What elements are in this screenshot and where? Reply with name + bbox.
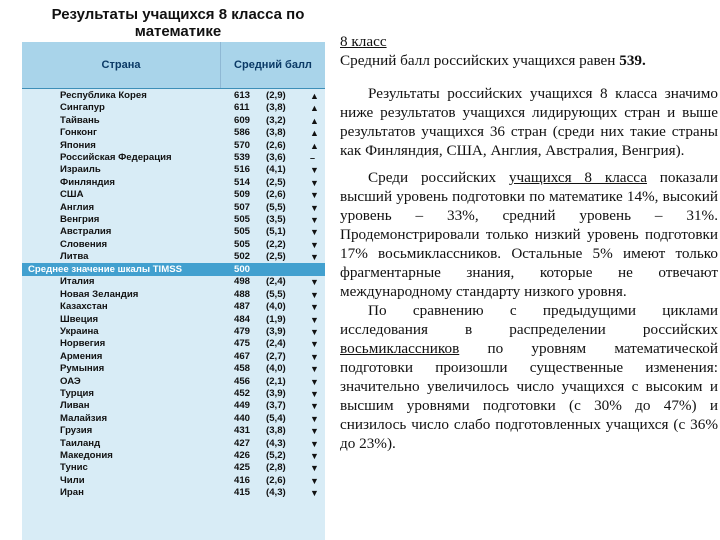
table-row — [22, 376, 325, 388]
score-cell: 484 — [234, 313, 251, 325]
trend-marker: ▲ — [310, 128, 319, 139]
se-cell: (2,2) — [266, 238, 286, 250]
se-cell: (3,6) — [266, 151, 286, 163]
trend-marker: ▼ — [310, 376, 319, 387]
table-row — [22, 462, 325, 474]
score-cell: 509 — [234, 189, 251, 201]
table-row — [22, 239, 325, 251]
country-cell: Армения — [60, 350, 103, 362]
table-row — [22, 276, 325, 288]
trend-marker: ▼ — [310, 327, 319, 338]
table-row — [22, 475, 325, 487]
table-row — [22, 326, 325, 338]
country-cell: Швеция — [60, 313, 99, 325]
paragraph-1: Результаты российских учащихся 8 класса значимо ниже результатов учащихся лидирующих стран и выше результатов учащихся 36 стран (среди них такие страны как Финляндия, США, Англия, Австралия, Венгрия). — [340, 85, 718, 159]
se-cell: (4,0) — [266, 363, 286, 375]
score-cell: 570 — [234, 139, 251, 151]
country-cell: Турция — [60, 387, 94, 399]
score-cell: 507 — [234, 201, 251, 213]
header-country: Страна — [22, 42, 221, 88]
score-cell: 505 — [234, 226, 251, 238]
table-title: Результаты учащихся 8 класса по математике — [51, 6, 305, 40]
country-cell: Грузия — [60, 425, 93, 437]
trend-marker: ▼ — [310, 450, 319, 461]
trend-marker: ▼ — [310, 252, 319, 263]
table-row — [22, 102, 325, 114]
score-cell: 449 — [234, 400, 251, 412]
country-cell: Румыния — [60, 363, 105, 375]
trend-marker: ▼ — [310, 190, 319, 201]
table-row — [22, 226, 325, 238]
trend-marker: ▼ — [310, 277, 319, 288]
table-row — [22, 177, 325, 189]
table-row — [22, 115, 325, 127]
se-cell: (5,5) — [266, 201, 286, 213]
score-cell: 514 — [234, 176, 251, 188]
country-cell: Украина — [60, 326, 99, 338]
se-cell: (4,0) — [266, 301, 286, 313]
country-cell: Гонконг — [60, 127, 97, 139]
se-cell: (2,8) — [266, 462, 286, 474]
score-cell: 425 — [234, 462, 251, 474]
score-cell: 431 — [234, 425, 251, 437]
trend-marker: ▼ — [310, 314, 319, 325]
country-cell: Литва — [60, 251, 89, 263]
trend-marker: ▲ — [310, 91, 319, 101]
se-cell: (3,9) — [266, 326, 286, 338]
trend-marker: ▲ — [310, 103, 319, 114]
trend-marker: – — [310, 152, 316, 163]
table-row — [22, 127, 325, 139]
table-row — [22, 90, 325, 102]
trend-marker: ▼ — [310, 351, 319, 362]
score-cell: 467 — [234, 350, 251, 362]
country-cell: Малайзия — [60, 412, 108, 424]
table-row — [22, 214, 325, 226]
score-cell: 516 — [234, 164, 251, 176]
trend-marker: ▼ — [310, 165, 319, 176]
country-cell: Тайвань — [60, 114, 100, 126]
score-cell: 498 — [234, 276, 251, 288]
table-row — [22, 314, 325, 326]
table-header — [22, 42, 325, 89]
se-cell: (3,5) — [266, 213, 286, 225]
country-cell: Тунис — [60, 462, 88, 474]
trend-marker: ▼ — [310, 214, 319, 225]
country-cell: Англия — [60, 201, 95, 213]
table-row — [22, 450, 325, 462]
table-row — [22, 301, 325, 313]
trend-marker: ▼ — [310, 302, 319, 313]
trend-marker: ▼ — [310, 488, 319, 499]
score-cell: 502 — [234, 251, 251, 263]
se-cell: (3,8) — [266, 425, 286, 437]
score-cell: 440 — [234, 412, 251, 424]
se-cell: (5,1) — [266, 226, 286, 238]
se-cell: (3,2) — [266, 114, 286, 126]
se-cell: (3,8) — [266, 102, 286, 114]
table-row — [22, 351, 325, 363]
table-row — [22, 338, 325, 350]
country-cell: Среднее значение шкалы TIMSS — [28, 264, 183, 276]
score-cell: 479 — [234, 326, 251, 338]
score-cell: 609 — [234, 114, 251, 126]
table-row — [22, 413, 325, 425]
se-cell: (5,2) — [266, 449, 286, 461]
se-cell: (5,5) — [266, 288, 286, 300]
score-cell: 505 — [234, 238, 251, 250]
score-cell: 427 — [234, 437, 251, 449]
se-cell: (2,4) — [266, 276, 286, 288]
table-body — [22, 90, 325, 500]
trend-marker: ▼ — [310, 177, 319, 188]
table-row — [22, 164, 325, 176]
trend-marker: ▲ — [310, 140, 319, 151]
paragraph-3: По сравнению с предыдущими циклами исследования в распределении российских восьмиклассников по уровням математической подготовки произошли существенные изменения: значительно увеличилось число учащихся с высоким и высшим уровнями подготовки (с 30% до 47%) и снизилось число слабо подготовленных учащихся (с 36% до 23%). — [340, 302, 718, 452]
score-cell: 456 — [234, 375, 251, 387]
trend-marker: ▼ — [310, 202, 319, 213]
trend-marker: ▼ — [310, 475, 319, 486]
score-cell: 613 — [234, 90, 251, 101]
trend-marker: ▼ — [310, 339, 319, 350]
results-table — [22, 42, 325, 540]
se-cell: (3,7) — [266, 400, 286, 412]
se-cell: (2,5) — [266, 251, 286, 263]
table-row — [22, 400, 325, 412]
text-panel — [340, 32, 718, 453]
se-cell: (2,5) — [266, 176, 286, 188]
se-cell: (4,1) — [266, 164, 286, 176]
trend-marker: ▲ — [310, 115, 319, 126]
score-cell: 416 — [234, 474, 251, 486]
country-cell: Ливан — [60, 400, 90, 412]
country-cell: Финляндия — [60, 176, 115, 188]
country-cell: Израиль — [60, 164, 101, 176]
country-cell: Таиланд — [60, 437, 101, 449]
country-cell: США — [60, 189, 84, 201]
country-cell: Республика Корея — [60, 90, 147, 101]
se-cell: (3,9) — [266, 387, 286, 399]
country-cell: Чили — [60, 474, 85, 486]
country-cell: Казахстан — [60, 301, 108, 313]
grade-heading: 8 класс — [340, 33, 387, 50]
se-cell: (1,9) — [266, 313, 286, 325]
trend-marker: ▼ — [310, 438, 319, 449]
score-cell: 611 — [234, 102, 250, 114]
se-cell: (4,3) — [266, 437, 286, 449]
average-line: Средний балл российских учащихся равен 539. — [340, 52, 646, 69]
table-row — [22, 202, 325, 214]
country-cell: Словения — [60, 238, 108, 250]
country-cell: Новая Зеландия — [60, 288, 139, 300]
se-cell: (3,8) — [266, 127, 286, 139]
score-cell: 458 — [234, 363, 251, 375]
country-cell: Российская Федерация — [60, 151, 172, 163]
table-row — [22, 438, 325, 450]
se-cell: (2,6) — [266, 474, 286, 486]
se-cell: (2,1) — [266, 375, 286, 387]
table-row — [22, 140, 325, 152]
country-cell: Венгрия — [60, 213, 100, 225]
se-cell: (5,4) — [266, 412, 286, 424]
timss-average-row — [22, 263, 325, 276]
country-cell: Македония — [60, 449, 113, 461]
table-row — [22, 251, 325, 263]
se-cell: (2,9) — [266, 90, 286, 101]
trend-marker: ▼ — [310, 364, 319, 375]
trend-marker: ▼ — [310, 289, 319, 300]
score-cell: 487 — [234, 301, 251, 313]
score-cell: 539 — [234, 151, 251, 163]
score-cell: 488 — [234, 288, 251, 300]
score-cell: 452 — [234, 387, 251, 399]
se-cell: (2,6) — [266, 139, 286, 151]
country-cell: Норвегия — [60, 338, 106, 350]
country-cell: ОАЭ — [60, 375, 81, 387]
trend-marker: ▼ — [310, 426, 319, 437]
score-cell: 426 — [234, 449, 251, 461]
table-row — [22, 363, 325, 375]
trend-marker: ▼ — [310, 239, 319, 250]
country-cell: Иран — [60, 487, 84, 499]
table-row — [22, 152, 325, 164]
se-cell: (2,6) — [266, 189, 286, 201]
trend-marker: ▼ — [310, 388, 319, 399]
table-row — [22, 189, 325, 201]
paragraph-2: Среди российских учащихся 8 класса показали высший уровень подготовки по математике 14%, высокий уровень – 33%, средний уровень – 31%. Продемонстрировали только низкий уровень подготовки 17% восьмиклассников. Остальные 5% имеют только фрагментарные знания, которые не отвечают международному стандарту низкого уровня. — [340, 169, 718, 300]
score-cell: 505 — [234, 213, 251, 225]
score-cell: 586 — [234, 127, 251, 139]
se-cell: (2,4) — [266, 338, 286, 350]
trend-marker: ▼ — [310, 413, 319, 424]
se-cell: (4,3) — [266, 487, 286, 499]
trend-marker: ▼ — [310, 463, 319, 474]
table-row — [22, 487, 325, 499]
country-cell: Япония — [60, 139, 96, 151]
table-row — [22, 289, 325, 301]
country-cell: Австралия — [60, 226, 112, 238]
score-cell: 500 — [234, 264, 251, 276]
header-score: Средний балл — [234, 59, 312, 71]
table-row — [22, 425, 325, 437]
trend-marker: ▼ — [310, 227, 319, 238]
table-row — [22, 388, 325, 400]
se-cell: (2,7) — [266, 350, 286, 362]
score-cell: 415 — [234, 487, 251, 499]
score-cell: 475 — [234, 338, 251, 350]
country-cell: Италия — [60, 276, 95, 288]
country-cell: Сингапур — [60, 102, 105, 114]
trend-marker: ▼ — [310, 401, 319, 412]
